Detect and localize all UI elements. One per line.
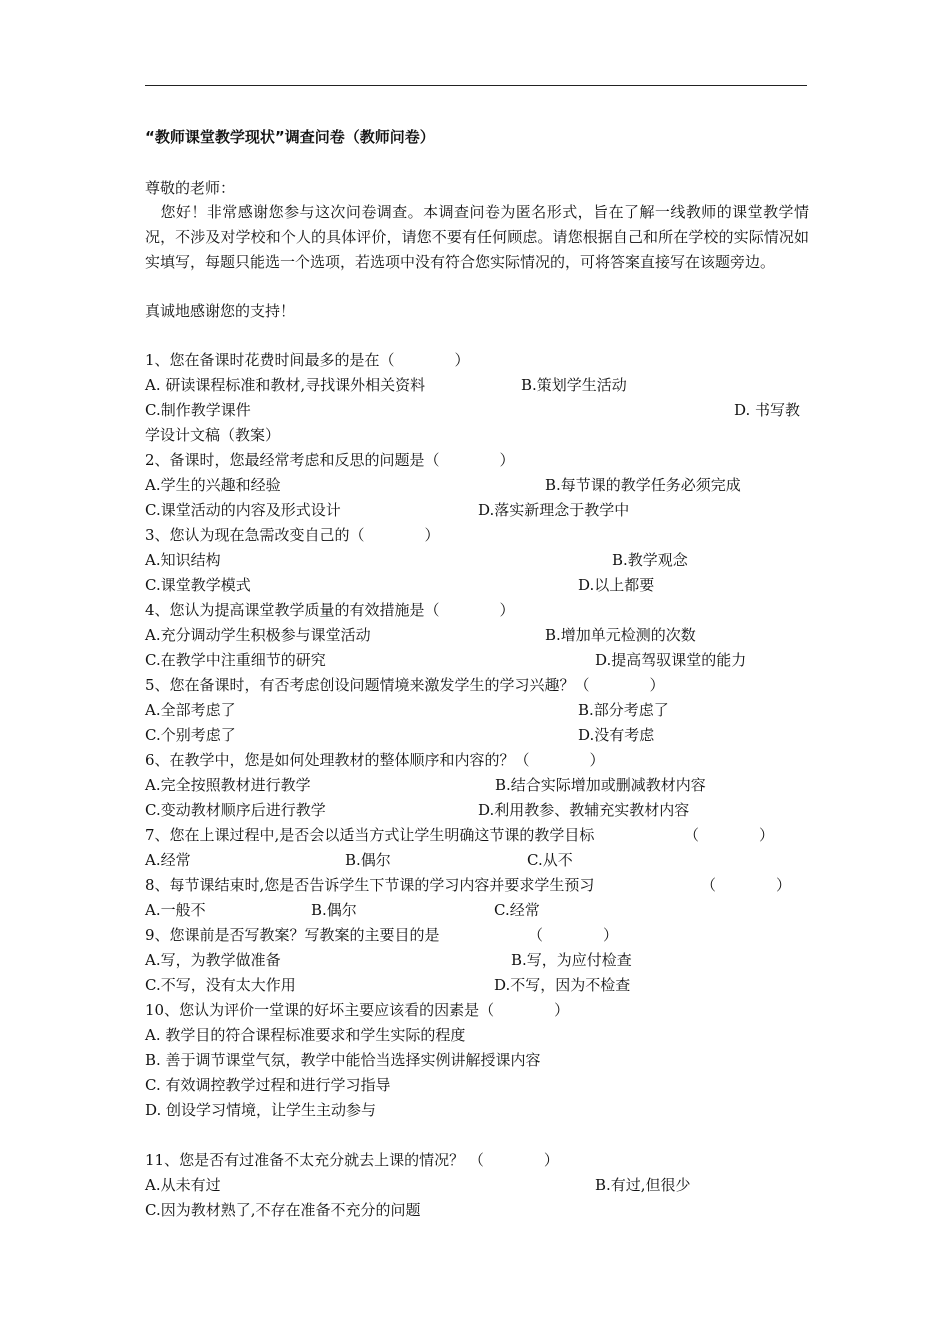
q1-option-b: B.策划学生活动 [521,376,627,394]
intro-paragraph: 您好！非常感谢您参与这次问卷调查。本调查问卷为匿名形式，旨在了解一线教师的课堂教学情况，不涉及对学校和个人的具体评价，请您不要有任何顾虑。请您根据自己和所在学校的实际情况如实填写，每题只能选一个选项，若选项中没有符合您实际情况的，可将答案直接写在该题旁边。 [145,203,809,271]
q9-option-b: B.写，为应付检查 [511,951,632,969]
q7-answer-blank: （ ） [684,826,775,844]
greeting: 尊敬的老师： [145,179,236,197]
q6-option-a: A.完全按照教材进行教学 [145,776,311,794]
q5-option-a: A.全部考虑了 [145,701,236,719]
q8-option-c: C.经常 [494,901,540,919]
question-4: 4、您认为提高课堂教学质量的有效措施是（ ） [145,601,515,619]
question-11: 11、您是否有过准备不太充分就去上课的情况？ （ ） [145,1151,559,1169]
q7-option-b: B.偶尔 [345,851,391,869]
q4-option-c: C.在教学中注重细节的研究 [145,651,326,669]
q1-option-d-cont: 学设计文稿（教案） [145,426,281,444]
header-rule [145,85,807,86]
question-5: 5、您在备课时，有否考虑创设问题情境来激发学生的学习兴趣？（ ） [145,676,665,694]
q7-option-c: C.从不 [527,851,573,869]
q5-option-d: D.没有考虑 [578,726,655,744]
q4-option-d: D.提高驾驭课堂的能力 [595,651,747,669]
q10-option-c: C. 有效调控教学过程和进行学习指导 [145,1076,391,1094]
q8-option-b: B.偶尔 [311,901,357,919]
q10-option-b: B. 善于调节课堂气氛，教学中能恰当选择实例讲解授课内容 [145,1051,541,1069]
q3-option-a: A.知识结构 [145,551,221,569]
q1-option-c: C.制作教学课件 [145,401,251,419]
question-7: 7、您在上课过程中,是否会以适当方式让学生明确这节课的教学目标 [145,826,595,844]
q6-option-d: D.利用教参、教辅充实教材内容 [478,801,690,819]
q1-option-d: D. 书写教 [734,401,801,419]
page-title: “教师课堂教学现状”调查问卷（教师问卷） [145,128,435,146]
thanks-line: 真诚地感谢您的支持！ [145,302,296,320]
q8-answer-blank: （ ） [701,876,792,894]
question-8: 8、每节课结束时,您是否告诉学生下节课的学习内容并要求学生预习 [145,876,595,894]
q9-answer-blank: （ ） [528,926,619,944]
question-1: 1、您在备课时花费时间最多的是在（ ） [145,351,470,369]
q9-option-a: A.写，为教学做准备 [145,951,281,969]
q2-option-c: C.课堂活动的内容及形式设计 [145,501,341,519]
question-3: 3、您认为现在急需改变自己的（ ） [145,526,440,544]
q8-option-a: A.一般不 [145,901,206,919]
q7-option-a: A.经常 [145,851,191,869]
q9-option-c: C.不写，没有太大作用 [145,976,296,994]
question-2: 2、备课时，您最经常考虑和反思的问题是（ ） [145,451,515,469]
q11-option-b: B.有过,但很少 [595,1176,691,1194]
question-9: 9、您课前是否写教案？写教案的主要目的是 [145,926,440,944]
q3-option-c: C.课堂教学模式 [145,576,251,594]
q4-option-a: A.充分调动学生积极参与课堂活动 [145,626,371,644]
q2-option-b: B.每节课的教学任务必须完成 [545,476,741,494]
q10-option-d: D. 创设学习情境，让学生主动参与 [145,1101,377,1119]
q5-option-b: B.部分考虑了 [578,701,669,719]
q2-option-a: A.学生的兴趣和经验 [145,476,281,494]
question-6: 6、在教学中，您是如何处理教材的整体顺序和内容的？（ ） [145,751,605,769]
q3-option-b: B.教学观念 [612,551,688,569]
question-10: 10、您认为评价一堂课的好坏主要应该看的因素是（ ） [145,1001,570,1019]
q3-option-d: D.以上都要 [578,576,655,594]
q10-option-a: A. 教学目的符合课程标准要求和学生实际的程度 [145,1026,466,1044]
q2-option-d: D.落实新理念于教学中 [478,501,630,519]
q5-option-c: C.个别考虑了 [145,726,236,744]
q6-option-b: B.结合实际增加或删减教材内容 [495,776,706,794]
q9-option-d: D.不写，因为不检查 [494,976,631,994]
q11-option-c: C.因为教材熟了,不存在准备不充分的问题 [145,1201,421,1219]
q4-option-b: B.增加单元检测的次数 [545,626,696,644]
q11-option-a: A.从未有过 [145,1176,221,1194]
q6-option-c: C.变动教材顺序后进行教学 [145,801,326,819]
q1-option-a: A. 研读课程标准和教材,寻找课外相关资料 [145,376,426,394]
